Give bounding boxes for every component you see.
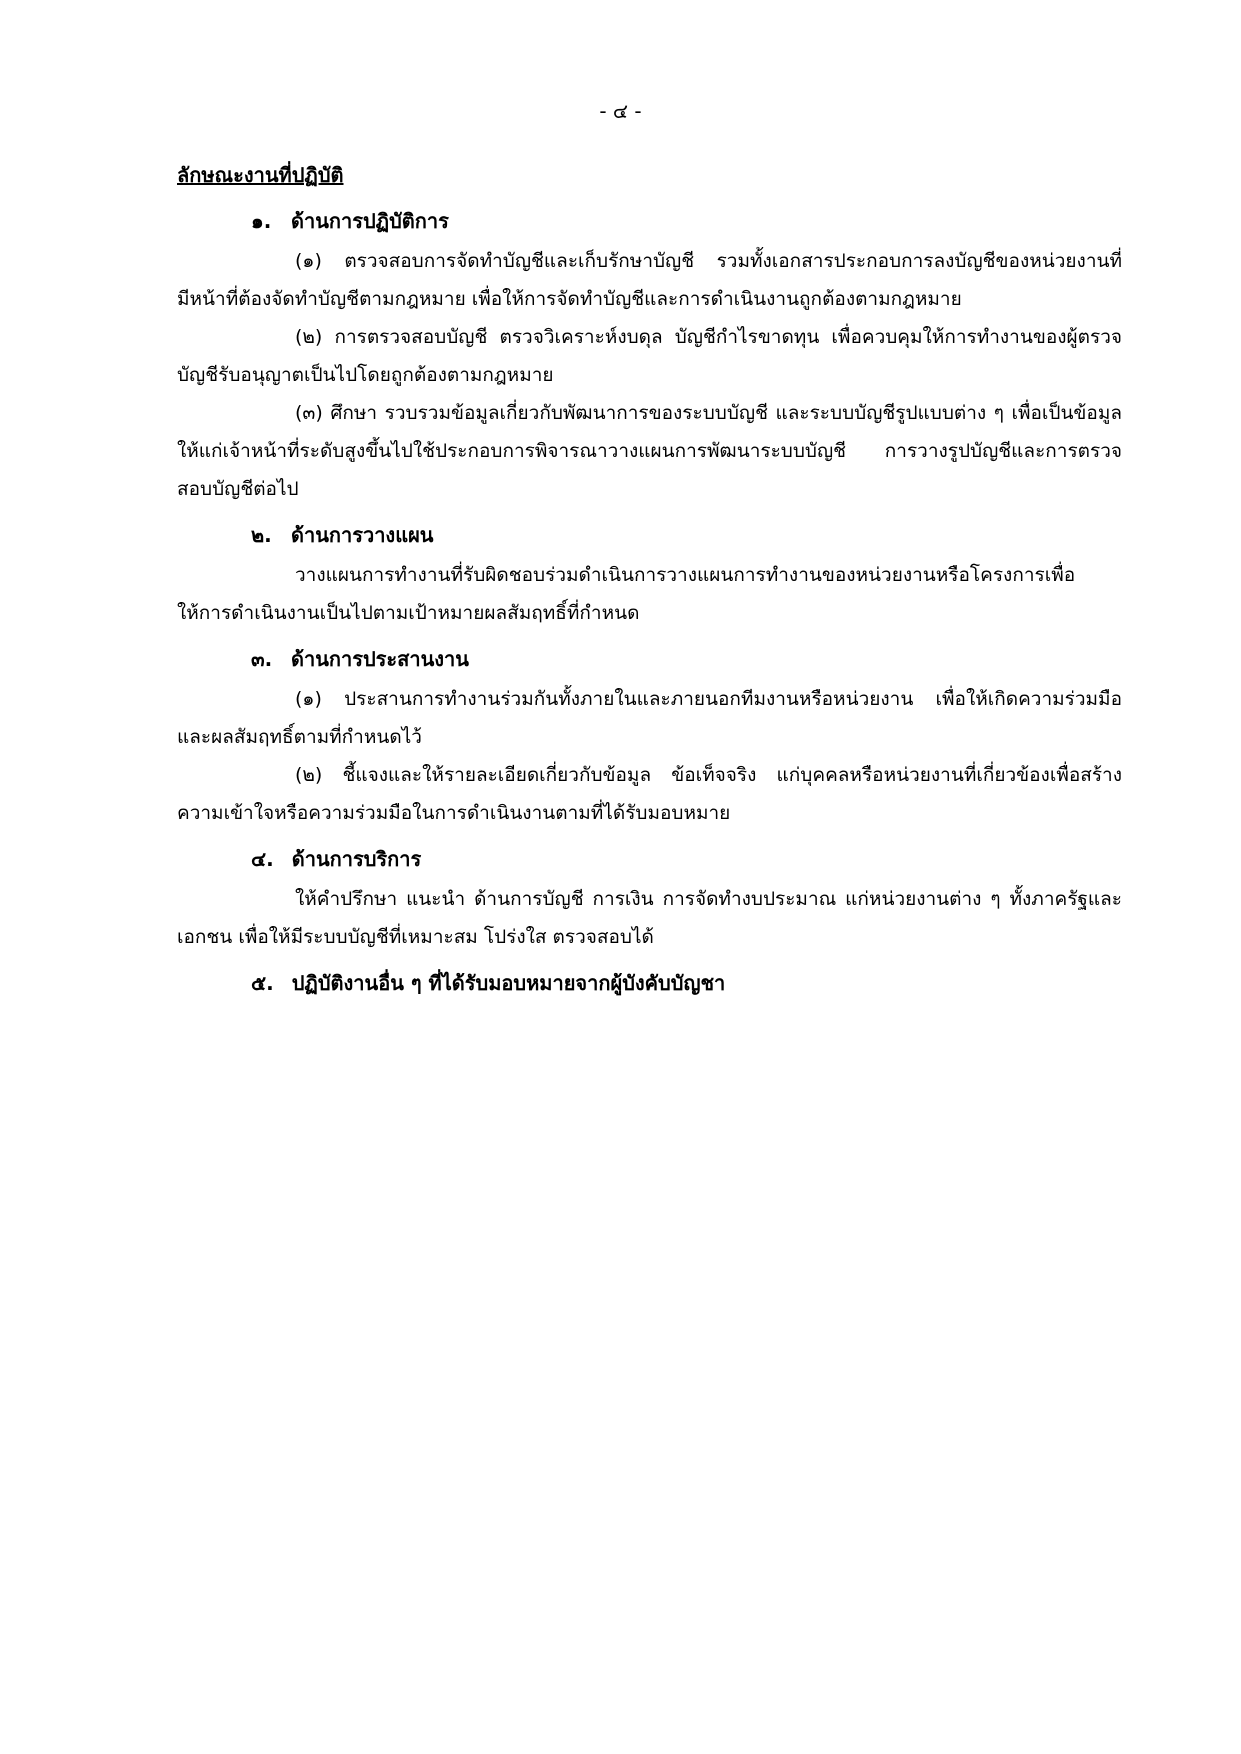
section-heading-title: ด้านการประสานงาน	[291, 647, 469, 671]
section-number: ๔.	[251, 847, 274, 871]
section-heading	[177, 206, 1122, 236]
section-heading	[177, 844, 1122, 874]
section-heading-title: ด้านการปฏิบัติการ	[291, 209, 449, 233]
section-paragraph: (๒) ชี้แจงและให้รายละเอียดเกี่ยวกับข้อมูล ข้อเท็จจริง แก่บุคคลหรือหน่วยงานที่เกี่ยวข้องเพื่อสร้างความเข้าใจหรือความร่วมมือในการดำเนินงานตามที่ได้รับมอบหมาย	[177, 764, 1122, 824]
section-heading-title: ด้านการบริการ	[291, 847, 422, 871]
section-number: ๒.	[251, 523, 272, 547]
section-heading	[177, 520, 1122, 550]
section-number: ๑.	[251, 209, 272, 233]
section-number: ๕.	[251, 971, 274, 995]
section-heading	[177, 644, 1122, 674]
section-heading	[177, 968, 1122, 998]
section-3	[177, 644, 1122, 832]
section-paragraph: (๒) การตรวจสอบบัญชี ตรวจวิเคราะห์งบดุล บัญชีกำไรขาดทุน เพื่อควบคุมให้การทำงานของผู้ตรวจบัญชีรับอนุญาตเป็นไปโดยถูกต้องตามกฎหมาย	[177, 326, 1122, 386]
section-paragraph: (๑) ประสานการทำงานร่วมกันทั้งภายในและภายนอกทีมงานหรือหน่วยงาน เพื่อให้เกิดความร่วมมือและผลสัมฤทธิ์ตามที่กำหนดไว้	[177, 688, 1122, 748]
section-title: ลักษณะงานที่ปฏิบัติ	[177, 163, 344, 187]
section-1	[177, 206, 1122, 508]
section-5	[177, 968, 1122, 998]
page-number: - ๔ -	[599, 99, 642, 123]
section-paragraph: วางแผนการทำงานที่รับผิดชอบร่วมดำเนินการวางแผนการทำงานของหน่วยงานหรือโครงการเพื่อให้การดำเนินงานเป็นไปตามเป้าหมายผลสัมฤทธิ์ที่กำหนด	[177, 564, 1076, 624]
section-4	[177, 844, 1122, 956]
document-content	[177, 160, 1122, 1010]
section-paragraph: ให้คำปรึกษา แนะนำ ด้านการบัญชี การเงิน การจัดทำงบประมาณ แก่หน่วยงานต่าง ๆ ทั้งภาครัฐและเอกชน เพื่อให้มีระบบบัญชีที่เหมาะสม โปร่งใส ตรวจสอบได้	[177, 888, 1122, 948]
section-2	[177, 520, 1122, 632]
section-number: ๓.	[251, 647, 273, 671]
section-paragraph: (๑) ตรวจสอบการจัดทำบัญชีและเก็บรักษาบัญชี รวมทั้งเอกสารประกอบการลงบัญชีของหน่วยงานที่มีหน้าที่ต้องจัดทำบัญชีตามกฎหมาย เพื่อให้การจัดทำบัญชีและการดำเนินงานถูกต้องตามกฎหมาย	[177, 250, 1122, 310]
section-heading-title: ด้านการวางแผน	[291, 523, 434, 547]
section-paragraph: (๓) ศึกษา รวบรวมข้อมูลเกี่ยวกับพัฒนาการของระบบบัญชี และระบบบัญชีรูปแบบต่าง ๆ เพื่อเป็นข้อมูลให้แก่เจ้าหน้าที่ระดับสูงขึ้นไปใช้ประกอบการพิจารณาวางแผนการพัฒนาระบบบัญชี การวางรูปบัญชีและการตรวจสอบบัญชีต่อไป	[177, 402, 1122, 500]
section-heading-title: ปฏิบัติงานอื่น ๆ ที่ได้รับมอบหมายจากผู้บังคับบัญชา	[291, 971, 726, 995]
